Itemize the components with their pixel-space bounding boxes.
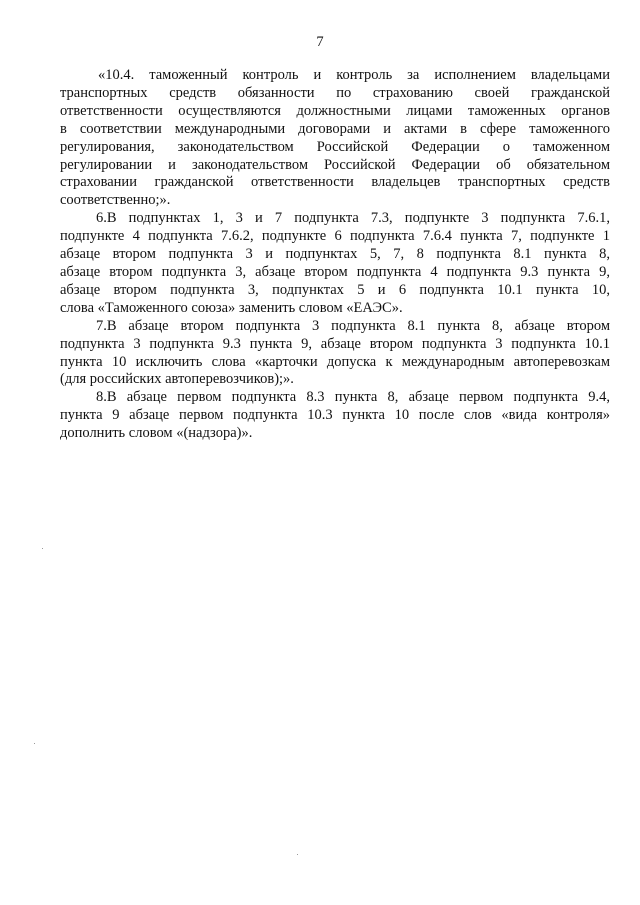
text-line: ответственности осуществляются должностными лицами таможенных органов (60, 102, 610, 119)
paragraph-10-4 (60, 67, 610, 210)
text-line: абзаце втором подпункта 3, подпунктах 5 и 6 подпункта 10.1 пункта 10, (60, 281, 610, 298)
text-line: дополнить словом «(надзора)». (60, 425, 253, 442)
text-line: подпункта 3 подпункта 9.3 пункта 9, абзаце втором подпункта 3 подпункта 10.1 (60, 335, 610, 352)
text-line: абзаце втором подпункта 3 и подпунктах 5, 7, 8 подпункта 8.1 пункта 8, (60, 246, 610, 263)
scan-speck (42, 548, 43, 549)
document-body (60, 67, 610, 443)
text-line: абзаце втором подпункта 3, абзаце втором подпункта 4 подпункта 9.3 пункта 9, (60, 263, 610, 280)
page-number: 7 (316, 34, 324, 50)
text-line: слова «Таможенного союза» заменить словом «ЕАЭС». (60, 299, 403, 316)
text-line: 7.В абзаце втором подпункта 3 подпункта 8.1 пункта 8, абзаце втором (96, 317, 610, 334)
paragraph-item-8 (60, 389, 610, 443)
scan-speck (34, 743, 35, 744)
text-line: пункта 9 абзаце первом подпункта 10.3 пункта 10 после слов «вида контроля» (60, 407, 610, 424)
text-line: регулирования, законодательством Российской Федерации о таможенном (60, 138, 610, 155)
text-line: подпункте 4 подпункта 7.6.2, подпункте 6 подпункта 7.6.4 пункта 7, подпункте 1 (60, 228, 610, 245)
text-line: регулировании и законодательством Российской Федерации об обязательном (60, 156, 610, 173)
text-line: 8.В абзаце первом подпункта 8.3 пункта 8, абзаце первом подпункта 9.4, (96, 389, 610, 406)
text-line: соответственно;». (60, 192, 171, 209)
paragraph-item-6 (60, 210, 610, 317)
text-line: 6.В подпунктах 1, 3 и 7 подпункта 7.3, подпункте 3 подпункта 7.6.1, (96, 210, 610, 227)
text-line: транспортных средств обязанности по страхованию своей гражданской (60, 84, 610, 101)
text-line: пункта 10 исключить слова «карточки допуска к международным автоперевозкам (60, 353, 610, 370)
text-line: (для российских автоперевозчиков);». (60, 371, 294, 388)
paragraph-item-7 (60, 318, 610, 390)
text-line: страховании гражданской ответственности владельцев транспортных средств (60, 174, 610, 191)
scan-speck (297, 854, 298, 855)
text-line: «10.4. таможенный контроль и контроль за исполнением владельцами (98, 67, 610, 83)
text-line: в соответствии международными договорами и актами в сфере таможенного (60, 120, 610, 137)
